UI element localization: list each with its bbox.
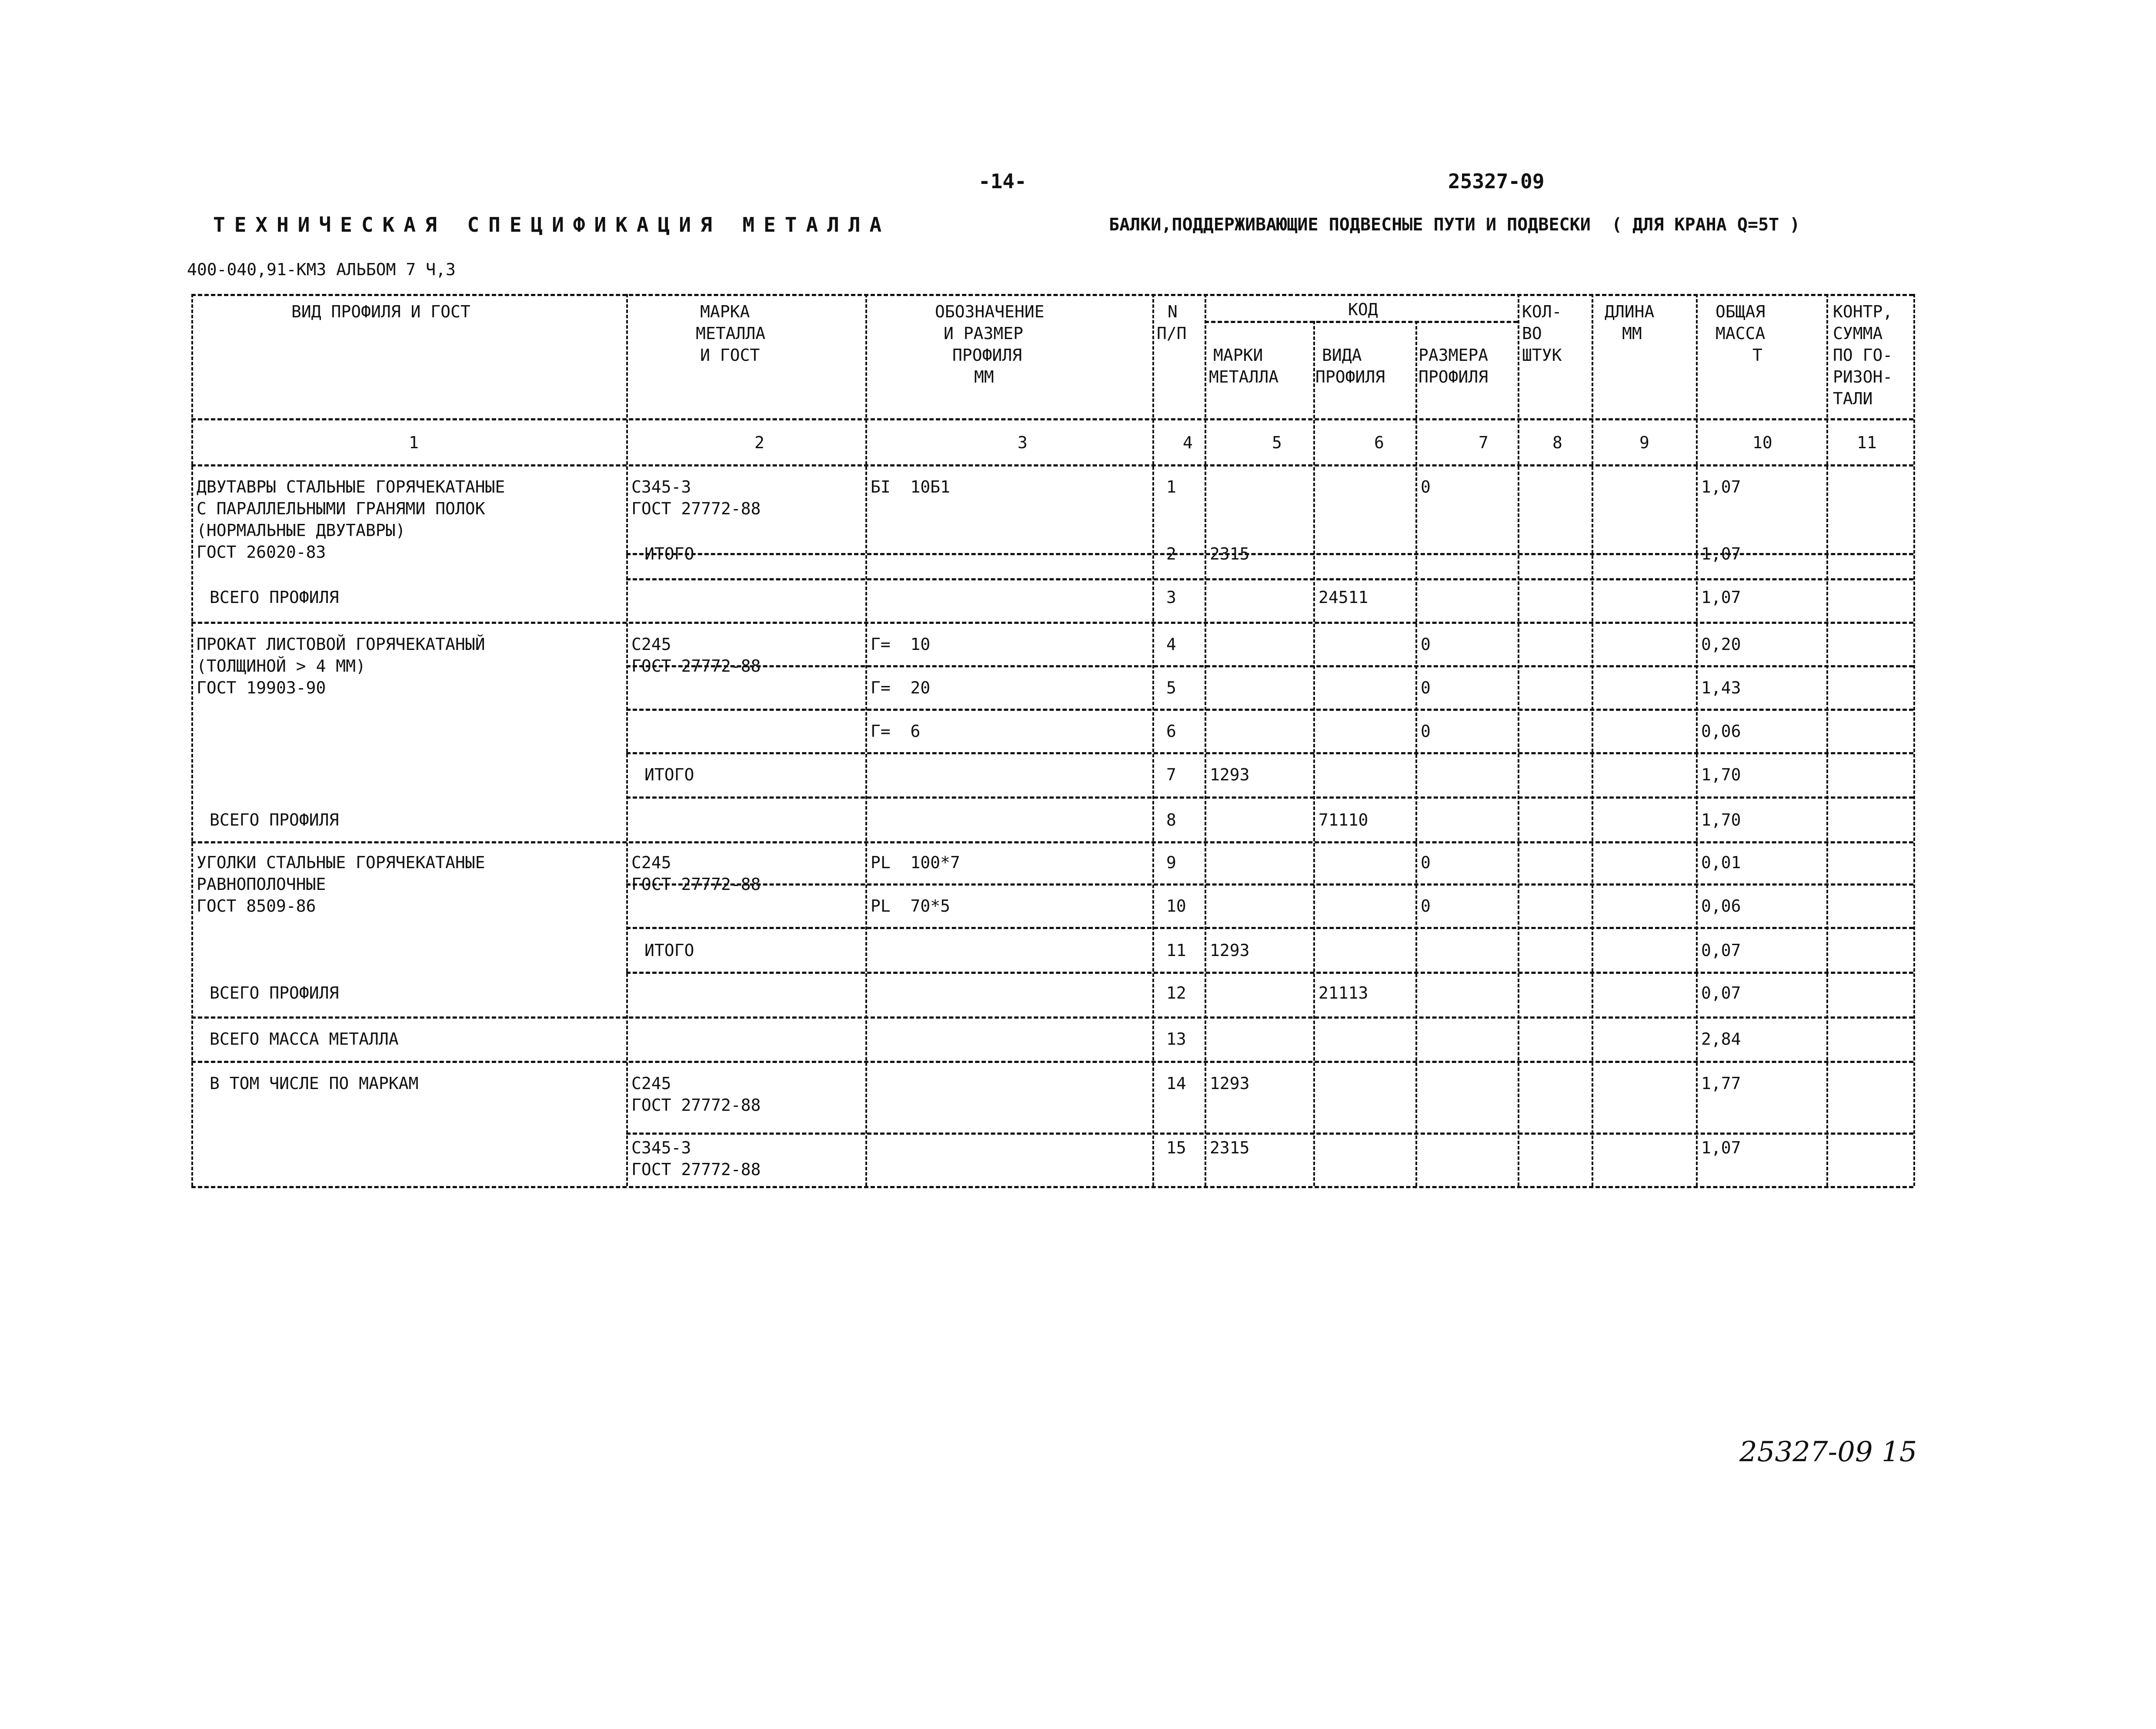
header-mass: ОБЩАЯ: [1715, 302, 1766, 321]
header-control-sum: РИЗОН-: [1833, 367, 1893, 386]
profile-name: ДВУТАВРЫ СТАЛЬНЫЕ ГОРЯЧЕКАТАНЫЕ: [197, 477, 505, 496]
profile-name: (НОРМАЛЬНЫЕ ДВУТАВРЫ): [197, 521, 406, 540]
profile-gost: ГОСТ 8509-86: [197, 896, 316, 916]
profile-name: ПРОКАТ ЛИСТОВОЙ ГОРЯЧЕКАТАНЫЙ: [197, 635, 485, 654]
table-border-bottom: [191, 1186, 1913, 1188]
header-size: ММ: [974, 367, 994, 386]
section-divider: [191, 622, 1913, 624]
row-number: 8: [1166, 810, 1176, 830]
column-number: 6: [1374, 433, 1384, 452]
header-control-sum: КОНТР,: [1833, 302, 1893, 321]
mass-cell: 1,70: [1701, 765, 1741, 784]
col-line: [626, 294, 628, 1186]
size-cell: Г= 10: [871, 635, 931, 654]
header-control-sum: ПО ГО-: [1833, 346, 1893, 365]
column-number: 7: [1478, 433, 1489, 452]
size-cell: БI 10Б1: [871, 477, 951, 496]
size-cell: Г= 6: [871, 722, 921, 741]
grade: С345-3: [631, 1138, 691, 1157]
header-number: N: [1168, 302, 1178, 321]
header-mass: Т: [1752, 346, 1762, 365]
row-divider: [626, 972, 1913, 974]
table-border-top: [191, 294, 1913, 296]
col-line: [1913, 294, 1915, 1186]
kod-profile-cell: 21113: [1318, 983, 1368, 1003]
header-divider: [191, 418, 1913, 420]
grade: С245: [631, 1074, 671, 1093]
grade-gost: ГОСТ 27772-88: [631, 875, 761, 894]
grade: С345-3: [631, 477, 691, 496]
page-subtitle: БАЛКИ,ПОДДЕРЖИВАЮЩИЕ ПОДВЕСНЫЕ ПУТИ И ПОДВЕСКИ ( ДЛЯ КРАНА Q=5Т ): [1109, 215, 1800, 235]
row-number: 4: [1166, 635, 1176, 654]
section-divider: [191, 1061, 1913, 1063]
mass-cell: 0,20: [1701, 635, 1741, 654]
mass-cell: 0,01: [1701, 853, 1741, 872]
row-divider: [626, 578, 1913, 580]
header-kod-profile: ВИДА: [1322, 346, 1362, 365]
header-kod-size: ПРОФИЛЯ: [1418, 367, 1489, 386]
by-grade-label: В ТОМ ЧИСЛЕ ПО МАРКАМ: [210, 1074, 419, 1093]
mass-cell: 1,77: [1701, 1074, 1741, 1093]
grade-gost: ГОСТ 27772-88: [631, 499, 761, 518]
header-kod-grade: МАРКИ: [1213, 346, 1263, 365]
grand-total-mass: 2,84: [1701, 1029, 1741, 1049]
column-number: 5: [1272, 433, 1282, 452]
col-line: [1696, 294, 1698, 1186]
size-cell: PL 100*7: [871, 853, 960, 872]
kod-grade-cell: 1293: [1210, 1074, 1250, 1093]
subtotal-label: ИТОГО: [644, 941, 694, 960]
row-number: 2: [1166, 544, 1176, 563]
handwritten-note: 25327-09 15: [1739, 1436, 1917, 1468]
kod-size-cell: 0: [1421, 678, 1431, 697]
kod-size-cell: 0: [1421, 722, 1431, 741]
kod-grade-cell: 2315: [1210, 1138, 1250, 1157]
header-size: ОБОЗНАЧЕНИЕ: [935, 302, 1045, 321]
kod-profile-cell: 24511: [1318, 588, 1368, 607]
subtotal-label: ИТОГО: [644, 765, 694, 784]
header-grade: МЕТАЛЛА: [696, 324, 766, 343]
header-kod-profile: ПРОФИЛЯ: [1315, 367, 1385, 386]
row-divider: [626, 752, 1913, 754]
column-number: 3: [1018, 433, 1028, 452]
kod-size-cell: 0: [1421, 635, 1431, 654]
header-quantity: КОЛ-: [1522, 302, 1562, 321]
column-number: 10: [1752, 433, 1772, 452]
mass-cell: 1,70: [1701, 810, 1741, 830]
kod-grade-cell: 1293: [1210, 765, 1250, 784]
grand-total-label: ВСЕГО МАССА МЕТАЛЛА: [210, 1029, 399, 1049]
header-number: П/П: [1157, 324, 1187, 343]
subtotal-label: ИТОГО: [644, 544, 694, 563]
section-divider: [191, 841, 1913, 843]
kod-divider: [1205, 321, 1518, 323]
mass-cell: 1,43: [1701, 678, 1741, 697]
grade-gost: ГОСТ 27772-88: [631, 656, 761, 676]
column-number: 4: [1183, 433, 1193, 452]
mass-cell: 0,06: [1701, 896, 1741, 916]
kod-size-cell: 0: [1421, 477, 1431, 496]
row-divider: [626, 796, 1913, 799]
document-code: 25327-09: [1448, 170, 1545, 193]
header-kod-size: РАЗМЕРА: [1418, 346, 1489, 365]
col-line: [1415, 321, 1417, 1186]
col-line: [865, 294, 867, 1186]
header-grade: И ГОСТ: [700, 346, 760, 365]
kod-size-cell: 0: [1421, 896, 1431, 916]
kod-grade-cell: 1293: [1210, 941, 1250, 960]
profile-gost: ГОСТ 26020-83: [197, 543, 326, 562]
col-line: [191, 294, 193, 1186]
size-cell: Г= 20: [871, 678, 931, 697]
mass-cell: 1,07: [1701, 1138, 1741, 1157]
kod-grade-cell: 2315: [1210, 544, 1250, 563]
col-line: [1592, 294, 1593, 1186]
row-divider: [626, 665, 1913, 667]
header-kod: КОД: [1348, 300, 1378, 319]
row-number: 12: [1166, 983, 1186, 1003]
row-number: 9: [1166, 853, 1176, 872]
profile-name: (ТОЛЩИНОЙ > 4 ММ): [197, 656, 366, 676]
mass-cell: 0,07: [1701, 941, 1741, 960]
section-divider: [191, 1016, 1913, 1019]
size-cell: PL 70*5: [871, 896, 951, 916]
mass-cell: 0,06: [1701, 722, 1741, 741]
row-divider: [626, 1133, 1913, 1135]
row-number: 5: [1166, 678, 1176, 697]
column-number: 11: [1857, 433, 1877, 452]
col-line: [1152, 294, 1154, 1186]
header-length: ММ: [1622, 324, 1642, 343]
row-divider: [626, 927, 1913, 929]
row-number: 3: [1166, 588, 1176, 607]
profile-gost: ГОСТ 19903-90: [197, 678, 326, 697]
row-number: 13: [1166, 1029, 1186, 1049]
profile-name: С ПАРАЛЛЕЛЬНЫМИ ГРАНЯМИ ПОЛОК: [197, 499, 485, 518]
header-control-sum: СУММА: [1833, 324, 1883, 343]
grade: С245: [631, 635, 671, 654]
page-number: -14-: [978, 170, 1027, 193]
mass-cell: 1,07: [1701, 588, 1741, 607]
header-size: И РАЗМЕР: [944, 324, 1024, 343]
column-number: 1: [409, 433, 419, 452]
header-quantity: ШТУК: [1522, 346, 1562, 365]
profile-total-label: ВСЕГО ПРОФИЛЯ: [210, 588, 339, 607]
header-kod-grade: МЕТАЛЛА: [1209, 367, 1279, 386]
col-line: [1313, 321, 1315, 1186]
col-line: [1826, 294, 1828, 1186]
grade-gost: ГОСТ 27772-88: [631, 1096, 761, 1115]
profile-total-label: ВСЕГО ПРОФИЛЯ: [210, 810, 339, 830]
header-size: ПРОФИЛЯ: [952, 346, 1022, 365]
column-number: 9: [1639, 433, 1649, 452]
grade: С245: [631, 853, 671, 872]
column-number: 2: [754, 433, 764, 452]
profile-total-label: ВСЕГО ПРОФИЛЯ: [210, 983, 339, 1003]
album-reference: 400-040,91-КМ3 АЛЬБОМ 7 Ч,3: [187, 260, 456, 279]
grade-gost: ГОСТ 27772-88: [631, 1160, 761, 1179]
profile-name: РАВНОПОЛОЧНЫЕ: [197, 875, 326, 894]
col-line: [1518, 294, 1519, 1186]
row-number: 6: [1166, 722, 1176, 741]
mass-cell: 1,07: [1701, 544, 1741, 563]
row-number: 1: [1166, 477, 1176, 496]
kod-profile-cell: 71110: [1318, 810, 1368, 830]
col-line: [1205, 294, 1206, 1186]
mass-cell: 1,07: [1701, 477, 1741, 496]
row-number: 10: [1166, 896, 1186, 916]
kod-size-cell: 0: [1421, 853, 1431, 872]
header-control-sum: ТАЛИ: [1833, 389, 1873, 408]
row-number: 15: [1166, 1138, 1186, 1157]
mass-cell: 0,07: [1701, 983, 1741, 1003]
row-divider: [626, 883, 1913, 886]
row-number: 11: [1166, 941, 1186, 960]
page-title: ТЕХНИЧЕСКАЯ СПЕЦИФИКАЦИЯ МЕТАЛЛА: [213, 213, 891, 237]
colnum-divider: [191, 464, 1913, 466]
row-divider: [626, 709, 1913, 711]
row-number: 14: [1166, 1074, 1186, 1093]
row-number: 7: [1166, 765, 1176, 784]
header-length: ДЛИНА: [1605, 302, 1655, 321]
profile-name: УГОЛКИ СТАЛЬНЫЕ ГОРЯЧЕКАТАНЫЕ: [197, 853, 485, 872]
header-mass: МАССА: [1715, 324, 1766, 343]
header-profile: ВИД ПРОФИЛЯ И ГОСТ: [291, 302, 471, 321]
header-quantity: ВО: [1522, 324, 1542, 343]
header-grade: МАРКА: [700, 302, 750, 321]
column-number: 8: [1552, 433, 1562, 452]
